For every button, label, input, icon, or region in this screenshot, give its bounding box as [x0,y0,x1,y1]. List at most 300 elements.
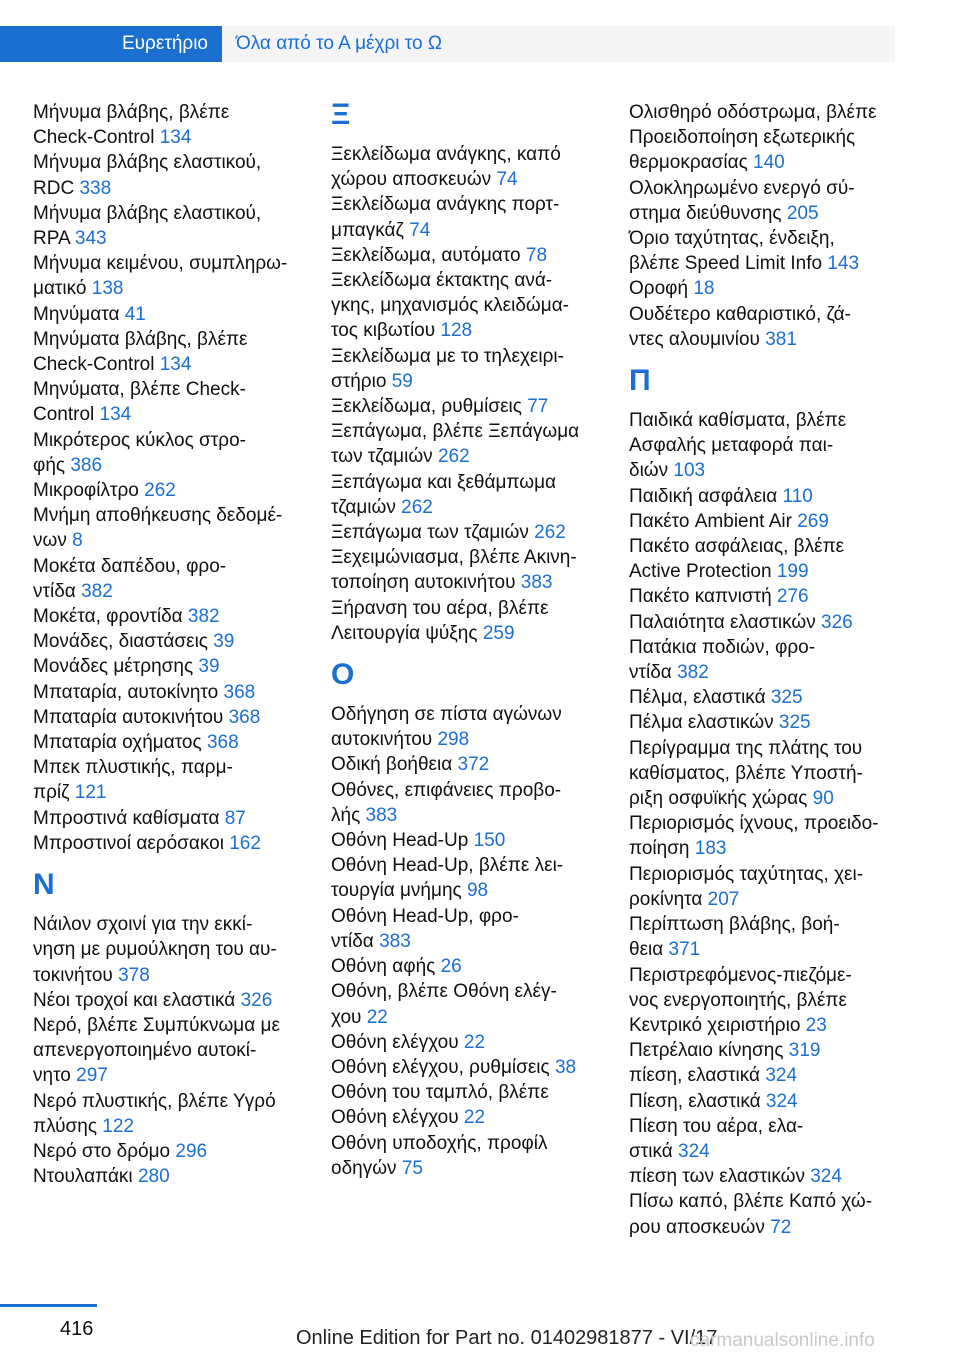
page-reference-link[interactable]: 41 [124,303,146,325]
index-entry-text [629,685,899,710]
page-reference-link[interactable]: 72 [770,1216,792,1238]
index-entry-term: Πίσω καπό, βλέπε Καπό χώ- [629,1191,873,1213]
page-reference-link[interactable]: 199 [776,561,809,583]
page-reference-link[interactable]: 324 [765,1065,798,1087]
page-reference-link[interactable]: 298 [437,729,470,751]
index-entry-text [331,419,601,444]
index-entry [33,327,298,377]
index-entry-text [331,570,601,595]
index-entry [33,755,298,805]
index-entry-term: χου [331,1006,362,1028]
index-entry-term: Μπροστινά καθίσματα [33,807,220,829]
page-reference-link[interactable]: 98 [466,880,489,902]
page-reference-link[interactable]: 297 [76,1065,108,1087]
index-entry-term: Περίγραμμα της πλάτης του [629,737,863,759]
index-entry-term: Πατάκια ποδιών, φρο- [629,636,816,658]
page-reference-link[interactable]: 262 [437,446,470,468]
page-reference-link[interactable]: 326 [821,611,853,633]
index-entry-term: Μοκέτα δαπέδου, φρο- [33,555,227,577]
index-entry-term: Νερό, βλέπε Συμπύκνωμα με [33,1014,280,1036]
page-reference-link[interactable]: 121 [74,782,107,804]
index-entry-text [33,579,298,604]
index-entry-term: Παιδικά καθίσματα, βλέπε [629,410,847,432]
index-entry-term: Οθόνη ελέγχου, ρυθμίσεις [331,1056,550,1078]
page-reference-link[interactable]: 324 [678,1140,710,1162]
index-entry-text [33,705,298,730]
index-entry-term: Check-Control [33,127,155,149]
page-reference-link[interactable]: 276 [776,586,809,608]
page-reference-link[interactable]: 134 [159,127,192,149]
index-entry [331,419,601,469]
index-entry-term: Μονάδες μέτρησης [33,656,194,678]
index-entry-term: Οθόνη υποδοχής, προφίλ [331,1132,548,1154]
index-entry-term: τουργία μνήμης [331,880,462,902]
index-entry-term: Μονάδες, διαστάσεις [33,631,208,653]
index-entry-term: Οδήγηση σε πίστα αγώνων [331,704,562,726]
page-reference-link[interactable]: 262 [144,480,176,502]
index-entry-text [33,251,298,276]
index-entry-term: Μήνυμα βλάβης ελαστικού, [33,152,262,174]
page-reference-link[interactable]: 382 [81,580,113,602]
index-entry [629,912,899,962]
page-reference-link[interactable]: 338 [79,177,112,199]
index-entry [33,1139,298,1164]
index-entry-term: ντίδα [629,662,672,684]
index-entry-term: Προειδοποίηση εξωτερικής [629,127,856,149]
page-reference-link[interactable]: 383 [520,572,553,594]
index-entry-term: Οδική βοήθεια [331,754,453,776]
index-entry [629,610,899,635]
index-entry-text [629,1164,899,1189]
index-entry-text [331,1080,601,1105]
index-entry-term: μπαγκάζ [331,219,404,241]
index-entry [331,853,601,903]
index-entry-text [331,621,601,646]
page-reference-link[interactable]: 26 [440,956,462,978]
index-entry-term: αυτοκινήτου [331,729,433,751]
index-entry-text [629,1215,899,1240]
index-entry-term: Ξεχειμώνιασμα, βλέπε Ακινη- [331,547,577,569]
section-tab[interactable]: Ευρετήριο [0,26,222,62]
index-entry [629,710,899,735]
index-entry-term: Πίεση του αέρα, ελα- [629,1115,804,1137]
index-column-1 [33,100,298,1189]
index-entry-term: Ξεκλείδωμα ανάγκης πορτ- [331,194,560,216]
index-entry-term: βλέπε Speed Limit Info [629,253,823,275]
index-entry-term: Οθόνη, βλέπε Οθόνη ελέγ- [331,981,557,1003]
index-entry-term: πίεση των ελαστικών [629,1166,805,1188]
index-entry-text [33,125,298,150]
index-entry [33,730,298,755]
watermark-text: carmanualsonline.info [690,1330,875,1351]
index-entry [331,192,601,242]
index-entry-text [33,100,298,125]
index-entry-term: Μηνύματα, βλέπε Check- [33,379,246,401]
page-reference-link[interactable]: 38 [554,1056,577,1078]
index-entry-term: νηση με ρυμούλκηση του αυ- [33,939,277,961]
index-entry [33,912,298,988]
index-entry [629,1089,899,1114]
page-reference-link[interactable]: 134 [99,404,132,426]
index-entry-term: καθίσματος, βλέπε Υποστή- [629,762,863,784]
page-reference-link[interactable]: 324 [765,1090,798,1112]
index-entry-text [331,596,601,621]
page-reference-link[interactable]: 77 [527,396,549,418]
index-entry [629,408,899,484]
index-entry-term: Πακέτο Ambient Air [629,510,792,532]
index-entry-text [33,226,298,251]
index-entry-text [629,408,899,433]
page-reference-link[interactable]: 324 [810,1166,842,1188]
index-entry-text [629,836,899,861]
index-entry-text [629,736,899,761]
index-entry-term: ματικό [33,278,87,300]
page-reference-link[interactable]: 326 [240,989,273,1011]
page-reference-link[interactable]: 343 [74,228,107,250]
page-reference-link[interactable]: 382 [677,662,709,684]
index-entry-term: Κεντρικό χειριστήριο [629,1014,801,1036]
index-letter-heading: Ν [33,868,55,902]
page-reference-link[interactable]: 140 [753,152,785,174]
index-entry [331,1131,601,1181]
index-entry-text [331,142,601,167]
index-letter-heading: Π [629,364,651,398]
index-entry-text [629,963,899,988]
index-entry-term: Μηνύματα [33,303,120,325]
page-reference-link[interactable]: 368 [228,706,261,728]
index-entry-term: Οθόνη Head-Up [331,830,469,852]
page-reference-link[interactable]: 381 [765,328,797,350]
index-entry-term: Οροφή [629,278,689,300]
index-entry [331,828,601,853]
page-reference-link[interactable]: 205 [786,202,819,224]
index-entry [33,150,298,200]
page-reference-link[interactable]: 90 [812,788,834,810]
index-entry-term: Νάιλον σχοινί για την εκκί- [33,914,253,936]
page-reference-link[interactable]: 8 [72,530,83,552]
page-reference-link[interactable]: 378 [118,964,150,986]
index-entry-text [331,853,601,878]
index-entry-term: ντίδα [33,580,76,602]
index-entry-text [33,755,298,780]
page-reference-link[interactable]: 134 [159,354,192,376]
page-reference-link[interactable]: 383 [365,804,398,826]
index-entry-term: Οθόνη του ταμπλό, βλέπε [331,1082,549,1104]
page-reference-link[interactable]: 162 [229,832,261,854]
page-reference-link[interactable]: 368 [223,681,256,703]
index-entry [629,685,899,710]
index-entry [33,1013,298,1089]
page-reference-link[interactable]: 368 [206,732,239,754]
index-entry-text [331,727,601,752]
page-reference-link[interactable]: 138 [91,278,124,300]
page-reference-link[interactable]: 74 [409,219,431,241]
index-entry-text [629,100,899,125]
index-entry-term: στήριο [331,370,387,392]
index-entry-text [331,702,601,727]
page-reference-link[interactable]: 325 [770,687,803,709]
index-entry-term: Πέλμα, ελαστικά [629,687,766,709]
index-entry [33,604,298,629]
index-entry-text [331,495,601,520]
index-entry-text [33,680,298,705]
index-entry [629,1189,899,1239]
index-entry-text [629,1063,899,1088]
page-reference-link[interactable]: 22 [366,1006,388,1028]
index-entry [331,142,601,192]
index-entry [331,702,601,752]
index-entry-term: Μπροστινοί αερόσακοι [33,832,224,854]
index-entry-text [33,1164,298,1189]
index-entry-text [33,629,298,654]
index-entry-text [629,226,899,251]
index-entry [331,979,601,1029]
index-entry [629,302,899,352]
index-entry-text [331,1156,601,1181]
index-entry-term: φής [33,454,66,476]
index-entry-text [33,478,298,503]
index-entry-text [629,509,899,534]
index-entry-term: ρου αποσκευών [629,1216,765,1238]
index-entry-term: ποίηση [629,838,690,860]
index-entry-term: Ξεκλείδωμα, ρυθμίσεις [331,396,522,418]
index-entry-term: Όριο ταχύτητας, ένδειξη, [629,228,835,250]
index-entry [33,629,298,654]
index-entry-text [331,344,601,369]
index-entry-text [33,730,298,755]
index-entry-text [331,218,601,243]
index-entry-term: Οθόνη αφής [331,956,436,978]
index-entry-text [629,1139,899,1164]
index-entry [331,470,601,520]
index-entry-term: RDC [33,177,75,199]
index-entry-text [33,1013,298,1038]
index-entry-term: Νερό πλυστικής, βλέπε Υγρό [33,1090,276,1112]
page-reference-link[interactable]: 372 [457,754,490,776]
index-entry-text [33,1114,298,1139]
index-entry-text [33,912,298,937]
page-reference-link[interactable]: 75 [401,1157,423,1179]
page-reference-link[interactable]: 319 [788,1040,821,1062]
index-entry-term: Οθόνη ελέγχου [331,1031,459,1053]
index-entry [331,394,601,419]
index-entry-text [629,937,899,962]
index-entry-term: θεια [629,939,664,961]
index-entry-text [629,912,899,937]
index-entry-text [629,584,899,609]
index-entry-text [629,251,899,276]
index-entry [629,1114,899,1164]
page-reference-link[interactable]: 39 [198,656,220,678]
index-entry-term: τοκινήτου [33,964,113,986]
index-entry-text [33,276,298,301]
index-entry-text [331,293,601,318]
index-entry-text [629,534,899,559]
page-reference-link[interactable]: 296 [175,1140,208,1162]
index-entry-term: Ξεπάγωμα, βλέπε Ξεπάγωμα [331,421,580,443]
index-entry-text [331,1105,601,1130]
index-entry-text [331,1131,601,1156]
page-reference-link[interactable]: 128 [440,320,473,342]
page-reference-link[interactable]: 325 [778,712,811,734]
page-reference-link[interactable]: 382 [187,606,220,628]
index-entry [33,831,298,856]
page-reference-link[interactable]: 383 [379,930,411,952]
index-entry-term: οδηγών [331,1157,397,1179]
index-entry-text [331,394,601,419]
index-entry-term: Περιστρεφόμενος-πιεζόμε- [629,964,852,986]
page-reference-link[interactable]: 110 [782,485,813,507]
index-entry [331,545,601,595]
index-entry-term: τζαμιών [331,496,396,518]
index-entry [331,1080,601,1130]
index-entry [629,1164,899,1189]
index-entry-text [33,503,298,528]
index-entry-term: τος κιβωτίου [331,320,436,342]
page-reference-link[interactable]: 207 [707,888,740,910]
index-entry-term: Πετρέλαιο κίνησης [629,1040,784,1062]
index-entry-term: ριξη οσφυϊκής χώρας [629,788,808,810]
index-entry-term: Μπεκ πλυστικής, παρμ- [33,757,233,779]
index-entry-term: στημα διεύθυνσης [629,202,782,224]
index-entry [33,302,298,327]
index-entry-term: γκης, μηχανισμός κλειδώμα- [331,295,570,317]
page-reference-link[interactable]: 103 [673,460,706,482]
page-reference-link[interactable]: 78 [525,244,548,266]
index-entry [629,100,899,176]
index-entry-term: στικά [629,1140,673,1162]
index-entry-text [331,167,601,192]
index-entry-text [331,803,601,828]
index-entry-term: Ξεπάγωμα και ξεθάμπωμα [331,471,557,493]
index-entry-term: Περιορισμός ταχύτητας, χει- [629,863,864,885]
index-entry-term: Active Protection [629,561,772,583]
index-entry [33,680,298,705]
index-entry-text [331,268,601,293]
index-entry-text [629,761,899,786]
index-entry [33,806,298,831]
page-reference-link[interactable]: 39 [213,631,235,653]
page-reference-link[interactable]: 74 [496,169,518,191]
index-entry-term: Μηνύματα βλάβης, βλέπε [33,328,248,350]
index-letter-heading: Ο [331,658,355,692]
index-entry-text [33,1038,298,1063]
page-reference-link[interactable]: 262 [401,496,433,518]
page-number: 416 [60,1318,94,1340]
index-entry-term: Ολισθηρό οδόστρωμα, βλέπε [629,102,877,123]
page-reference-link[interactable]: 386 [70,454,103,476]
page-reference-link[interactable]: 22 [463,1031,486,1053]
subtitle-tab[interactable]: Όλα από το Α μέχρι το Ω [222,26,895,62]
index-entry [629,484,899,509]
index-entry [33,251,298,301]
index-entry-text [331,929,601,954]
page-reference-link[interactable]: 87 [224,807,246,829]
index-entry-term: Πίεση, ελαστικά [629,1090,761,1112]
index-entry-text [331,470,601,495]
index-entry-text [629,458,899,483]
index-entry [33,988,298,1013]
index-entry-text [629,559,899,584]
index-entry-term: τοποίηση αυτοκινήτου [331,572,516,594]
index-entry-term: πλύσης [33,1115,97,1137]
index-entry [331,1055,601,1080]
page-reference-link[interactable]: 143 [827,253,860,275]
page-reference-link[interactable]: 183 [694,838,727,860]
page-reference-link[interactable]: 122 [102,1115,134,1137]
edition-text: Online Edition for Part no. 01402981877 - VI/17 [296,1327,718,1349]
index-entry-term: Μικροφίλτρο [33,480,139,502]
index-entry [331,904,601,954]
index-entry-text [33,176,298,201]
index-entry-term: Περίπτωση βλάβης, βοή- [629,914,840,936]
index-entry [629,811,899,861]
index-entry-text [331,545,601,570]
index-entry [33,377,298,427]
index-entry-term: Πακέτο ασφάλειας, βλέπε [629,536,845,558]
index-entry-text [629,150,899,175]
index-entry [33,100,298,150]
page-reference-link[interactable]: 269 [797,510,829,532]
index-entry-text [629,125,899,150]
page-reference-link[interactable]: 280 [137,1166,170,1188]
index-entry-text [629,786,899,811]
index-entry-text [331,752,601,777]
index-entry [331,268,601,344]
page-reference-link[interactable]: 259 [482,622,515,644]
footer-rule [0,1304,97,1307]
page-reference-link[interactable]: 371 [668,939,701,961]
header-bar [0,26,895,62]
index-entry-term: Μήνυμα βλάβης, βλέπε [33,102,230,123]
index-entry-term: Νέοι τροχοί και ελαστικά [33,989,236,1011]
index-entry-term: Νερό στο δρόμο [33,1140,171,1162]
page-reference-link[interactable]: 59 [391,370,413,392]
page-reference-link[interactable]: 18 [693,278,715,300]
index-entry [33,1089,298,1139]
index-entry-text [629,327,899,352]
index-entry [33,654,298,679]
index-entry-term: Μπαταρία αυτοκινήτου [33,706,224,728]
index-entry-text [33,604,298,629]
index-entry-term: Ξεκλείδωμα ανάγκης, καπό [331,144,561,165]
index-entry-text [331,828,601,853]
index-entry-text [629,887,899,912]
index-entry-term: Ολοκληρωμένο ενεργό σύ- [629,177,855,199]
index-entry-text [33,1139,298,1164]
index-entry-term: νητο [33,1065,71,1087]
page-reference-link[interactable]: 23 [805,1014,827,1036]
index-entry-term: ροκίνητα [629,888,703,910]
index-entry [629,176,899,226]
index-entry-term: Οθόνες, επιφάνειες προβο- [331,779,562,801]
page-reference-link[interactable]: 22 [463,1107,486,1129]
index-entry-text [629,1189,899,1214]
index-entry-term: Μνήμη αποθήκευσης δεδομέ- [33,505,283,527]
index-entry-text [629,1114,899,1139]
index-entry-term: νος ενεργοποιητής, βλέπε [629,989,848,1011]
page-reference-link[interactable]: 150 [473,830,506,852]
index-entry [629,862,899,912]
index-entry-term: Ντουλαπάκι [33,1166,133,1188]
index-entry [331,778,601,828]
index-entry-term: των τζαμιών [331,446,433,468]
index-entry-text [331,1005,601,1030]
index-entry [629,963,899,1039]
index-entry [331,954,601,979]
page-reference-link[interactable]: 262 [534,522,566,544]
index-entry-text [629,302,899,327]
